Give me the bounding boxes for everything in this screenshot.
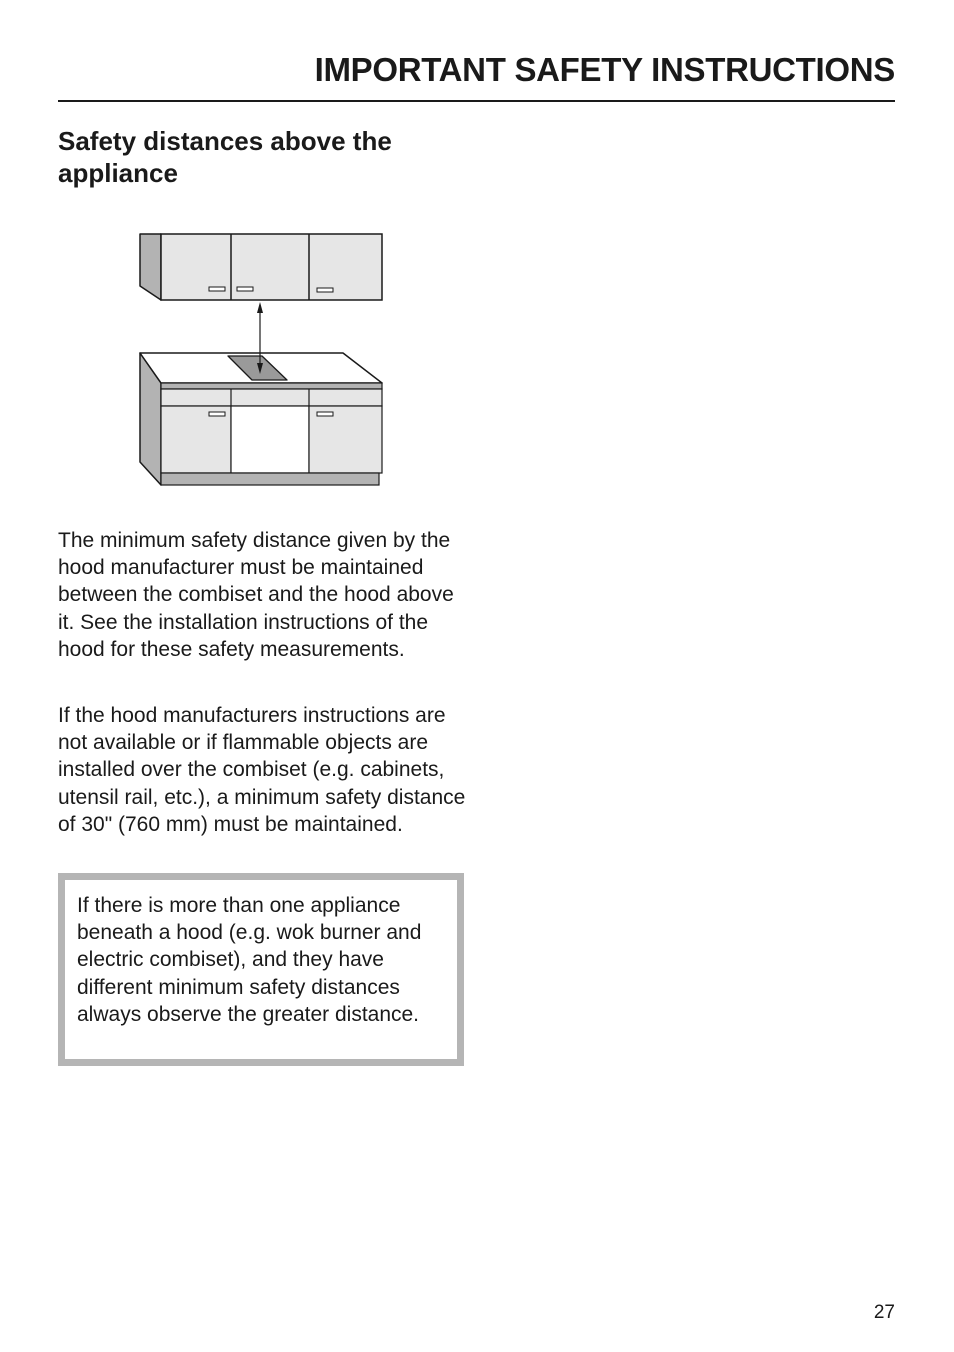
- note-text: If there is more than one appliance beneath a hood (e.g. wok burner and electric combiset), and they have different minimum safety distances always observe the greater distance.: [77, 894, 422, 1026]
- page-header: [58, 50, 895, 102]
- upper-cabinet: [140, 234, 382, 300]
- safety-distance-arrow: [257, 302, 263, 374]
- page-title: IMPORTANT SAFETY INSTRUCTIONS: [314, 51, 895, 88]
- cabinet-combiset-safety-distance-illustration: [135, 228, 390, 490]
- body-paragraph-minimum-distance: The minimum safety distance given by the hood manufacturer must be maintained between the combiset and the hood above it. See the installation instructions of the hood for these safety measurements.: [58, 529, 454, 661]
- section-heading: Safety distances above the appliance: [58, 126, 392, 188]
- page-number: 27: [873, 1302, 895, 1323]
- body-paragraph-flammable-objects: If the hood manufacturers instructions are not available or if flammable objects are installed over the combiset (e.g. cabinets, utensil rail, etc.), a minimum safety distance of 30" (760 mm) must be maintained.: [58, 704, 466, 836]
- note-box: [58, 873, 464, 1066]
